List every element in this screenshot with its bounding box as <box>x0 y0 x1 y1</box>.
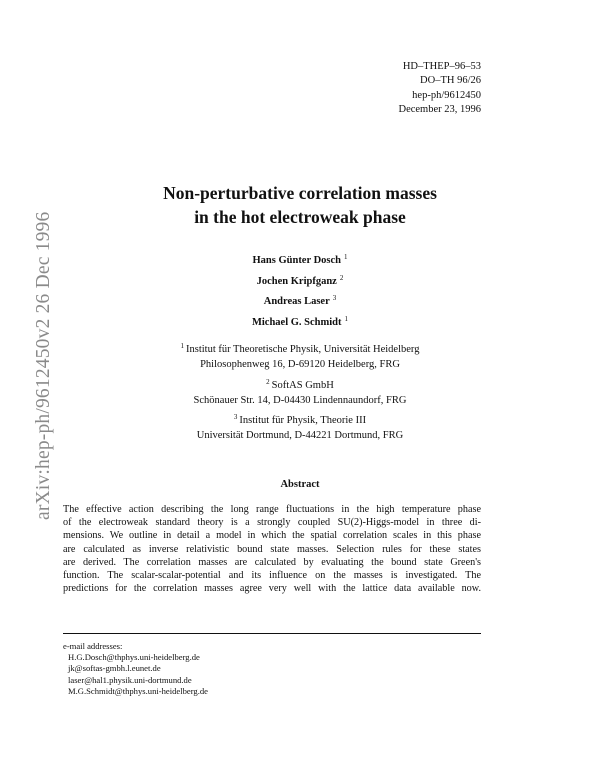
author <box>0 249 600 270</box>
affiliation-mark: 2 <box>339 273 344 282</box>
affiliation-address: Universität Dortmund, D-44221 Dortmund, FRG <box>196 429 404 441</box>
report-number: HD–THEP–96–53 <box>402 61 481 72</box>
abstract-line: function. The scalar-scalar-potential and its influence on the masses is investigated. The <box>63 570 481 582</box>
affiliation-address: Schönauer Str. 14, D-04430 Lindennaundorf, FRG <box>193 394 407 406</box>
footnote-label: e-mail addresses: <box>63 641 123 651</box>
abstract-line: are derived. The correlation masses are calculated by evaluating the bound state Green's <box>63 556 481 568</box>
affiliation-1 <box>0 339 600 372</box>
author-name: Michael G. Schmidt <box>251 316 342 328</box>
email-address: H.G.Dosch@thphys.uni-heidelberg.de <box>68 652 200 663</box>
affiliation-institute: SoftAS GmbH <box>271 380 334 391</box>
affiliation-2 <box>0 375 600 408</box>
title-line: in the hot electroweak phase <box>194 207 406 227</box>
author-name: Andreas Laser <box>263 296 330 307</box>
abstract-heading: Abstract <box>280 479 320 490</box>
abstract-line: are calculated as inverse relativistic bound state masses. Selection rules for these states <box>63 543 481 555</box>
title-line: Non-perturbative correlation masses <box>163 183 437 203</box>
abstract-line: mensions. We outline in detail a model in which the spatial correlation scales in this phase <box>63 530 481 542</box>
author-name: Hans Günter Dosch <box>252 255 341 266</box>
affiliation-address: Philosophenweg 16, D-69120 Heidelberg, FRG <box>200 358 400 370</box>
email-address: jk@softas-gmbh.l.eunet.de <box>68 663 161 674</box>
email-address: M.G.Schmidt@thphys.uni-heidelberg.de <box>68 685 208 696</box>
abstract-line: of the electroweak standard theory is a strongly coupled SU(2)-Higgs-model in three di- <box>63 517 481 529</box>
affiliation-mark: 1 <box>344 253 348 261</box>
preprint-date: December 23, 1996 <box>398 103 481 115</box>
paper-title <box>0 181 600 229</box>
affiliation-mark: 3 <box>233 413 238 421</box>
arxiv-identifier-stamp: arXiv:hep-ph/9612450v2 26 Dec 1996 <box>33 211 54 520</box>
affiliation-institute: Institut für Physik, Theorie III <box>239 415 367 426</box>
email-address: laser@hal1.physik.uni-dortmund.de <box>68 674 192 685</box>
abstract-line: The effective action describing the long range fluctuations in the high temperature phase <box>63 504 481 515</box>
affiliation-mark: 2 <box>266 378 270 386</box>
preprint-numbers <box>398 60 481 117</box>
abstract-line: predictions for the correlation masses agree very well with the lattice data available now. <box>63 583 481 595</box>
affiliation-3 <box>0 410 600 443</box>
affiliation-mark: 1 <box>344 314 349 323</box>
abstract-body <box>63 503 481 595</box>
author-name: Jochen Kripfganz <box>256 275 337 287</box>
footnote-rule <box>63 633 481 634</box>
author <box>0 270 600 291</box>
affiliation-mark: 1 <box>180 342 184 350</box>
author-list <box>0 249 600 331</box>
arxiv-number: hep-ph/9612450 <box>412 89 481 101</box>
affiliation-institute: Institut für Theoretische Physik, Universität Heidelberg <box>186 344 420 355</box>
footnote-emails <box>63 641 208 697</box>
author <box>0 311 600 332</box>
affiliation-mark: 3 <box>332 294 337 302</box>
report-number: DO–TH 96/26 <box>420 75 481 87</box>
author <box>0 290 600 311</box>
